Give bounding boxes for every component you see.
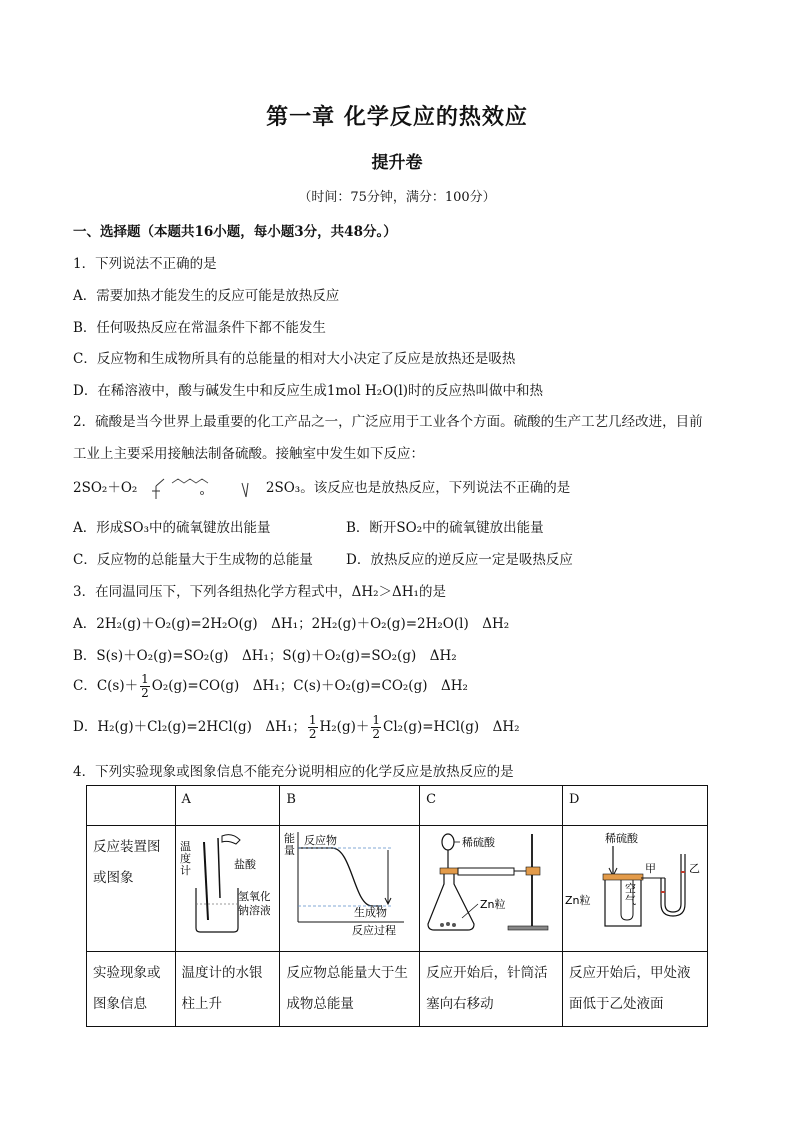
q1-option-b: B．任何吸热反应在常温条件下都不能发生 bbox=[73, 320, 326, 336]
q2-option-a: A．形成SO₃中的硫氧键放出能量 bbox=[73, 520, 271, 536]
q3-d-mid: H₂(g)＋ bbox=[319, 719, 370, 735]
frac-numerator: 1 bbox=[372, 713, 381, 727]
header-cell-a: A bbox=[175, 786, 280, 826]
fraction-half bbox=[371, 714, 381, 741]
q3-d-pre: D．H₂(g)＋Cl₂(g)=2HCl(g) ΔH₁； bbox=[73, 719, 306, 735]
figure-a-cell bbox=[175, 826, 280, 952]
q3-c-pre: C．C(s)＋ bbox=[73, 678, 139, 694]
q3-stem: 3．在同温同压下，下列各组热化学方程式中，ΔH₂＞ΔH₁的是 bbox=[73, 584, 446, 600]
section-heading: 一、选择题（本题共16小题，每小题3分，共48分。） bbox=[73, 224, 397, 240]
header-cell-d: D bbox=[563, 786, 708, 826]
figure-c-cell bbox=[420, 826, 563, 952]
row-label-observations: 实验现象或图象信息 bbox=[87, 952, 176, 1027]
fraction-half bbox=[308, 714, 318, 741]
label-acid: 稀硫酸 bbox=[462, 836, 496, 849]
header-cell-c: C bbox=[420, 786, 563, 826]
q2-eq-left: 2SO₂＋O₂ bbox=[73, 480, 138, 496]
time-info: （时间：75分钟，满分：100分） bbox=[298, 190, 496, 205]
q3-option-d bbox=[73, 714, 520, 741]
energy-diagram-figure bbox=[282, 828, 409, 936]
frac-denominator: 2 bbox=[308, 727, 317, 741]
reversible-arrow-icon bbox=[142, 477, 262, 501]
q2-option-c: C．反应物的总能量大于生成物的总能量 bbox=[73, 552, 313, 568]
q2-stem-line2: 工业上主要采用接触法制备硫酸。接触室中发生如下反应： bbox=[73, 446, 424, 462]
observation-d: 反应开始后，甲处液面低于乙处液面 bbox=[563, 952, 708, 1027]
label-zn: Zn粒 bbox=[480, 898, 506, 911]
frac-numerator: 1 bbox=[141, 672, 149, 686]
figure-b-cell bbox=[280, 826, 420, 952]
paper-subtitle: 提升卷 bbox=[371, 153, 423, 173]
q2-option-d: D．放热反应的逆反应一定是吸热反应 bbox=[346, 552, 573, 568]
label-base: 氢氧化钠溶液 bbox=[237, 890, 270, 917]
label-air: 空气 bbox=[625, 882, 636, 907]
q3-d-post: Cl₂(g)=HCl(g) ΔH₂ bbox=[383, 719, 520, 735]
frac-denominator: 2 bbox=[141, 686, 149, 700]
label-yi: 乙 bbox=[689, 862, 700, 875]
q4-stem: 4．下列实验现象或图象信息不能充分说明相应的化学反应是放热反应的是 bbox=[73, 764, 514, 780]
figure-d-cell bbox=[563, 826, 708, 952]
chapter-title: 第一章 化学反应的热效应 bbox=[266, 105, 528, 130]
q1-option-a: A．需要加热才能发生的反应可能是放热反应 bbox=[73, 288, 340, 304]
frac-numerator: 1 bbox=[308, 713, 317, 727]
observation-a: 温度计的水银柱上升 bbox=[175, 952, 280, 1027]
table-row-observations bbox=[87, 952, 708, 1027]
syringe-flask-figure bbox=[422, 828, 552, 936]
q4-table bbox=[86, 785, 708, 1027]
table-header-row bbox=[87, 786, 708, 826]
beaker-thermometer-figure bbox=[178, 828, 270, 936]
fraction-half bbox=[140, 673, 150, 700]
q2-option-b: B．断开SO₂中的硫氧键放出能量 bbox=[346, 520, 544, 536]
label-acid: 稀硫酸 bbox=[605, 832, 638, 845]
observation-c: 反应开始后，针筒活塞向右移动 bbox=[420, 952, 563, 1027]
label-zn: Zn粒 bbox=[565, 894, 591, 907]
u-tube-figure bbox=[565, 828, 705, 936]
header-cell-b: B bbox=[280, 786, 420, 826]
label-thermometer: 温度计 bbox=[179, 840, 191, 877]
table-row-figures bbox=[87, 826, 708, 952]
label-acid: 盐酸 bbox=[233, 858, 256, 871]
q3-option-b: B．S(s)＋O₂(g)=SO₂(g) ΔH₁；S(g)＋O₂(g)=SO₂(g) ΔH₂ bbox=[73, 648, 457, 664]
q1-stem: 1．下列说法不正确的是 bbox=[73, 256, 217, 272]
q1-option-d: D．在稀溶液中，酸与碱发生中和反应生成1mol H₂O(l)时的反应热叫做中和热 bbox=[73, 383, 544, 399]
observation-b: 反应物总能量大于生成物总能量 bbox=[280, 952, 420, 1027]
q2-equation bbox=[73, 476, 570, 501]
row-label-figures: 反应装置图或图象 bbox=[87, 826, 176, 952]
header-cell-empty bbox=[87, 786, 176, 826]
label-energy: 能量 bbox=[284, 832, 296, 857]
q3-c-post: O₂(g)=CO(g) ΔH₁；C(s)＋O₂(g)=CO₂(g) ΔH₂ bbox=[151, 678, 468, 694]
label-progress: 反应过程 bbox=[352, 924, 397, 936]
q3-option-c bbox=[73, 673, 468, 700]
q3-option-a: A．2H₂(g)＋O₂(g)=2H₂O(g) ΔH₁；2H₂(g)＋O₂(g)=2H₂O(l) ΔH₂ bbox=[73, 616, 510, 632]
q2-eq-right: 2SO₃。该反应也是放热反应，下列说法不正确的是 bbox=[265, 480, 571, 496]
frac-denominator: 2 bbox=[372, 727, 381, 741]
label-product: 生成物 bbox=[354, 906, 388, 919]
q1-option-c: C．反应物和生成物所具有的总能量的相对大小决定了反应是放热还是吸热 bbox=[73, 351, 516, 367]
q2-stem-line1: 2．硫酸是当今世界上最重要的化工产品之一，广泛应用于工业各个方面。硫酸的生产工艺几经改进，目前 bbox=[73, 414, 703, 430]
label-reactant: 反应物 bbox=[304, 834, 338, 847]
label-jia: 甲 bbox=[645, 862, 656, 875]
